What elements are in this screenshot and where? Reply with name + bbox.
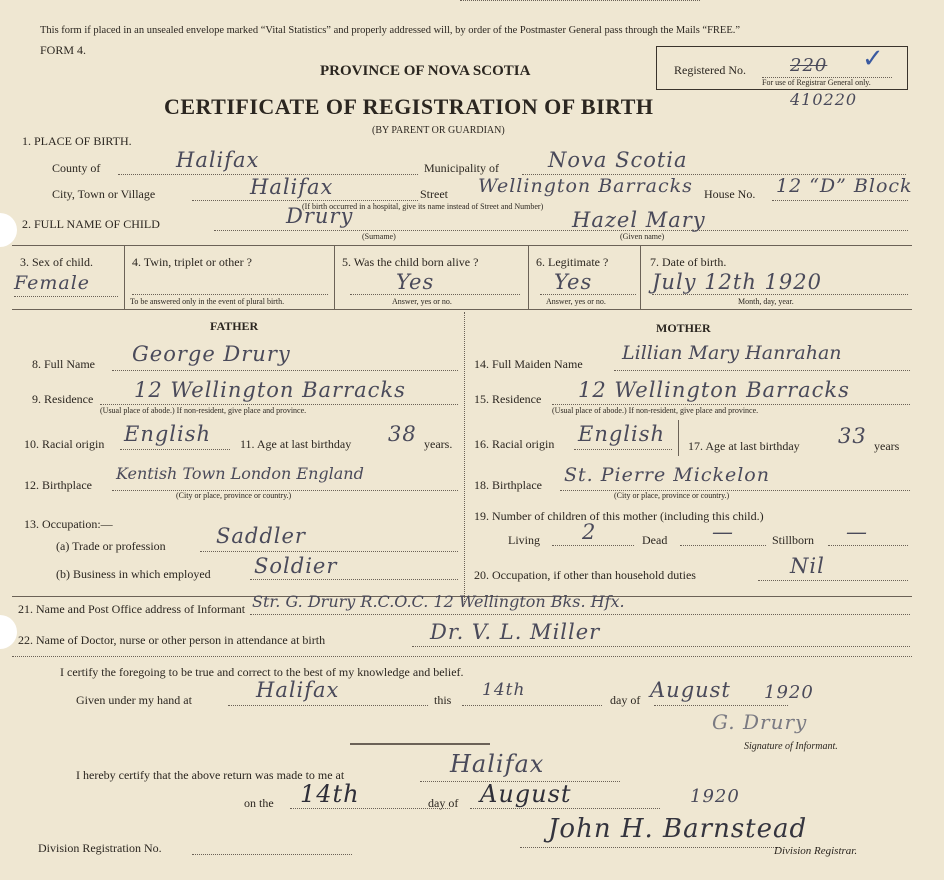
dead-value: — [712,520,734,544]
father-name-line [112,370,458,371]
informant-line [250,614,910,615]
municipality-label: Municipality of [424,161,499,175]
surname-caption: (Surname) [362,232,396,241]
given-month-line [654,705,788,706]
sex-label: 3. Sex of child. [20,255,93,269]
registrar-caption: Division Registrar. [774,845,858,857]
sex-value: Female [14,272,91,294]
legit-note: Answer, yes or no. [546,297,606,306]
divider-4-5 [334,245,335,309]
father-residence: 12 Wellington Barracks [134,378,406,402]
municipality-value: Nova Scotia [548,148,688,172]
sex-line [14,296,118,297]
alive-value: Yes [396,270,435,294]
registrar-sign-line [520,847,780,848]
mother-name: Lillian Mary Hanrahan [622,342,842,364]
registrar-place: Halifax [450,750,545,778]
given-day-line [462,705,602,706]
informant-label: 21. Name and Post Office address of Informant [18,602,246,616]
living-label: Living [508,533,540,547]
business-line [250,579,458,580]
father-heading: FATHER [210,319,259,333]
child-surname: Drury [286,204,354,228]
county-label: County of [52,161,101,175]
mother-occupation: Nil [790,554,825,578]
mother-racial-line [574,449,672,450]
mother-birthplace-line [560,490,910,491]
business-label: (b) Business in which employed [56,567,211,581]
divider-3-4 [124,245,125,309]
form-number: FORM 4. [40,43,87,57]
city-line [192,200,418,201]
living-value: 2 [582,520,597,544]
given-month: August [650,678,731,702]
mother-occupation-label: 20. Occupation, if other than household duties [474,568,696,582]
division-registration-label: Division Registration No. [38,841,162,855]
child-name-label: 2. FULL NAME OF CHILD [22,217,160,231]
father-racial: English [124,422,212,446]
rule-row3-bottom [12,309,912,310]
mother-birthplace-note: (City or place, province or country.) [614,491,730,500]
child-name-line [214,230,908,231]
doctor-label: 22. Name of Doctor, nurse or other person in attendance at birth [18,633,326,647]
stillborn-line [828,545,908,546]
mother-age-years: years [874,439,900,453]
mother-age: 33 [838,424,867,448]
punch-hole-top [0,213,17,247]
legit-label: 6. Legitimate ? [536,255,609,269]
registered-number: 220 [790,55,828,76]
registrar-signature: John H. Barnstead [548,814,808,844]
on-the-label: on the [244,796,274,810]
given-name-caption: (Given name) [620,232,665,241]
mother-name-line [614,370,910,371]
mother-name-label: 14. Full Maiden Name [474,357,583,371]
father-name-label: 8. Full Name [32,357,95,371]
street-line [460,0,700,1]
parents-divider [464,312,465,604]
mother-occupation-line [758,580,908,581]
mother-birthplace: St. Pierre Mickelon [564,464,770,486]
city-value: Halifax [250,175,334,199]
check-mark: ✓ [862,44,885,74]
father-racial-line [120,449,230,450]
father-age-label: 11. Age at last birthday [240,437,352,451]
mother-racial: English [578,422,666,446]
mother-residence: 12 Wellington Barracks [578,378,850,402]
city-label: City, Town or Village [52,187,156,201]
child-given-name: Hazel Mary [572,208,706,232]
alive-line [350,294,520,295]
occupation-label: 13. Occupation:— [24,517,113,531]
alive-note: Answer, yes or no. [392,297,452,306]
hospital-note: (If birth occurred in a hospital, give its name instead of Street and Number) [302,202,544,211]
trade-line [200,551,458,552]
street-label: Street [420,187,448,201]
registrar-month: August [480,780,572,808]
father-age-years: years. [424,437,453,451]
mother-age-label: 17. Age at last birthday [688,439,800,453]
registrar-year: 1920 [690,786,740,807]
father-birthplace-label: 12. Birthplace [24,478,92,492]
father-birthplace-note: (City or place, province or country.) [176,491,292,500]
mother-birthplace-label: 18. Birthplace [474,478,542,492]
dead-label: Dead [642,533,668,547]
punch-hole-bottom [0,615,17,649]
house-line [772,200,908,201]
this-label: this [434,693,452,707]
trade-value: Saddler [216,524,306,548]
rule-doctor-bottom [12,656,912,657]
registrar-day-line [290,808,450,809]
filing-number: 410220 [790,90,858,109]
rule-row3-top [12,245,912,246]
mother-racial-divider [678,420,679,456]
children-label: 19. Number of children of this mother (including this child.) [474,509,764,523]
twin-line [132,294,328,295]
father-residence-note: (Usual place of abode.) If non-resident, give place and province. [100,406,307,415]
date-line [652,294,908,295]
doctor-line [412,646,910,647]
mother-residence-label: 15. Residence [474,392,542,406]
living-line [552,545,634,546]
place-of-birth-heading: 1. PLACE OF BIRTH. [22,134,132,148]
registrar-month-line [470,808,660,809]
registrar-statement: I hereby certify that the above return was made to me at [76,768,345,782]
separator-rule [350,743,490,745]
given-place: Halifax [256,678,340,702]
twin-label: 4. Twin, triplet or other ? [132,255,252,269]
business-value: Soldier [254,554,338,578]
mother-heading: MOTHER [656,321,711,335]
house-label: House No. [704,187,756,201]
father-age: 38 [388,422,417,446]
division-registration-line [192,854,352,855]
mail-notice: This form if placed in an unsealed envelope marked “Vital Statistics” and properly addressed will, by order of the Postmaster General pass through the Mails “FREE.” [40,25,741,36]
given-label: Given under my hand at [76,693,192,707]
legit-line [540,294,636,295]
registered-label: Registered No. [674,63,746,77]
given-day: 14th [482,680,526,700]
date-note: Month, day, year. [738,297,794,306]
day-of-label: day of [610,693,641,707]
certify-statement: I certify the foregoing to be true and correct to the best of my knowledge and belief. [60,665,464,679]
house-value: 12 “D” Block [776,175,913,197]
father-racial-label: 10. Racial origin [24,437,105,451]
divider-5-6 [528,245,529,309]
registrar-note: For use of Registrar General only. [762,78,871,87]
informant-signature: G. Drury [712,710,808,734]
county-value: Halifax [176,148,260,172]
father-name: George Drury [132,342,291,366]
given-year: 1920 [764,682,814,703]
mother-residence-note: (Usual place of abode.) If non-resident, give place and province. [552,406,759,415]
mother-racial-label: 16. Racial origin [474,437,555,451]
stillborn-label: Stillborn [772,533,815,547]
certificate-subtitle: (BY PARENT OR GUARDIAN) [372,125,505,136]
dead-line [680,545,766,546]
stillborn-value: — [846,520,868,544]
alive-label: 5. Was the child born alive ? [342,255,479,269]
twin-note: To be answered only in the event of plural birth. [130,297,285,306]
father-birthplace: Kentish Town London England [116,464,364,483]
registrar-day-of-label: day of [428,796,459,810]
father-residence-line [100,404,458,405]
father-residence-label: 9. Residence [32,392,94,406]
date-label: 7. Date of birth. [650,255,727,269]
informant-value: Str. G. Drury R.C.O.C. 12 Wellington Bks. Hfx. [252,592,625,611]
street-value: Wellington Barracks [478,175,693,197]
legit-value: Yes [554,270,593,294]
informant-signature-caption: Signature of Informant. [744,741,838,752]
date-value: July 12th 1920 [652,270,823,294]
doctor-value: Dr. V. L. Miller [430,620,601,644]
given-place-line [228,705,428,706]
certificate-title: CERTIFICATE OF REGISTRATION OF BIRTH [164,94,654,119]
registrar-day: 14th [300,780,360,808]
province-heading: PROVINCE OF NOVA SCOTIA [320,63,531,79]
divider-6-7 [640,245,641,309]
mother-residence-line [552,404,910,405]
trade-label: (a) Trade or profession [56,539,166,553]
